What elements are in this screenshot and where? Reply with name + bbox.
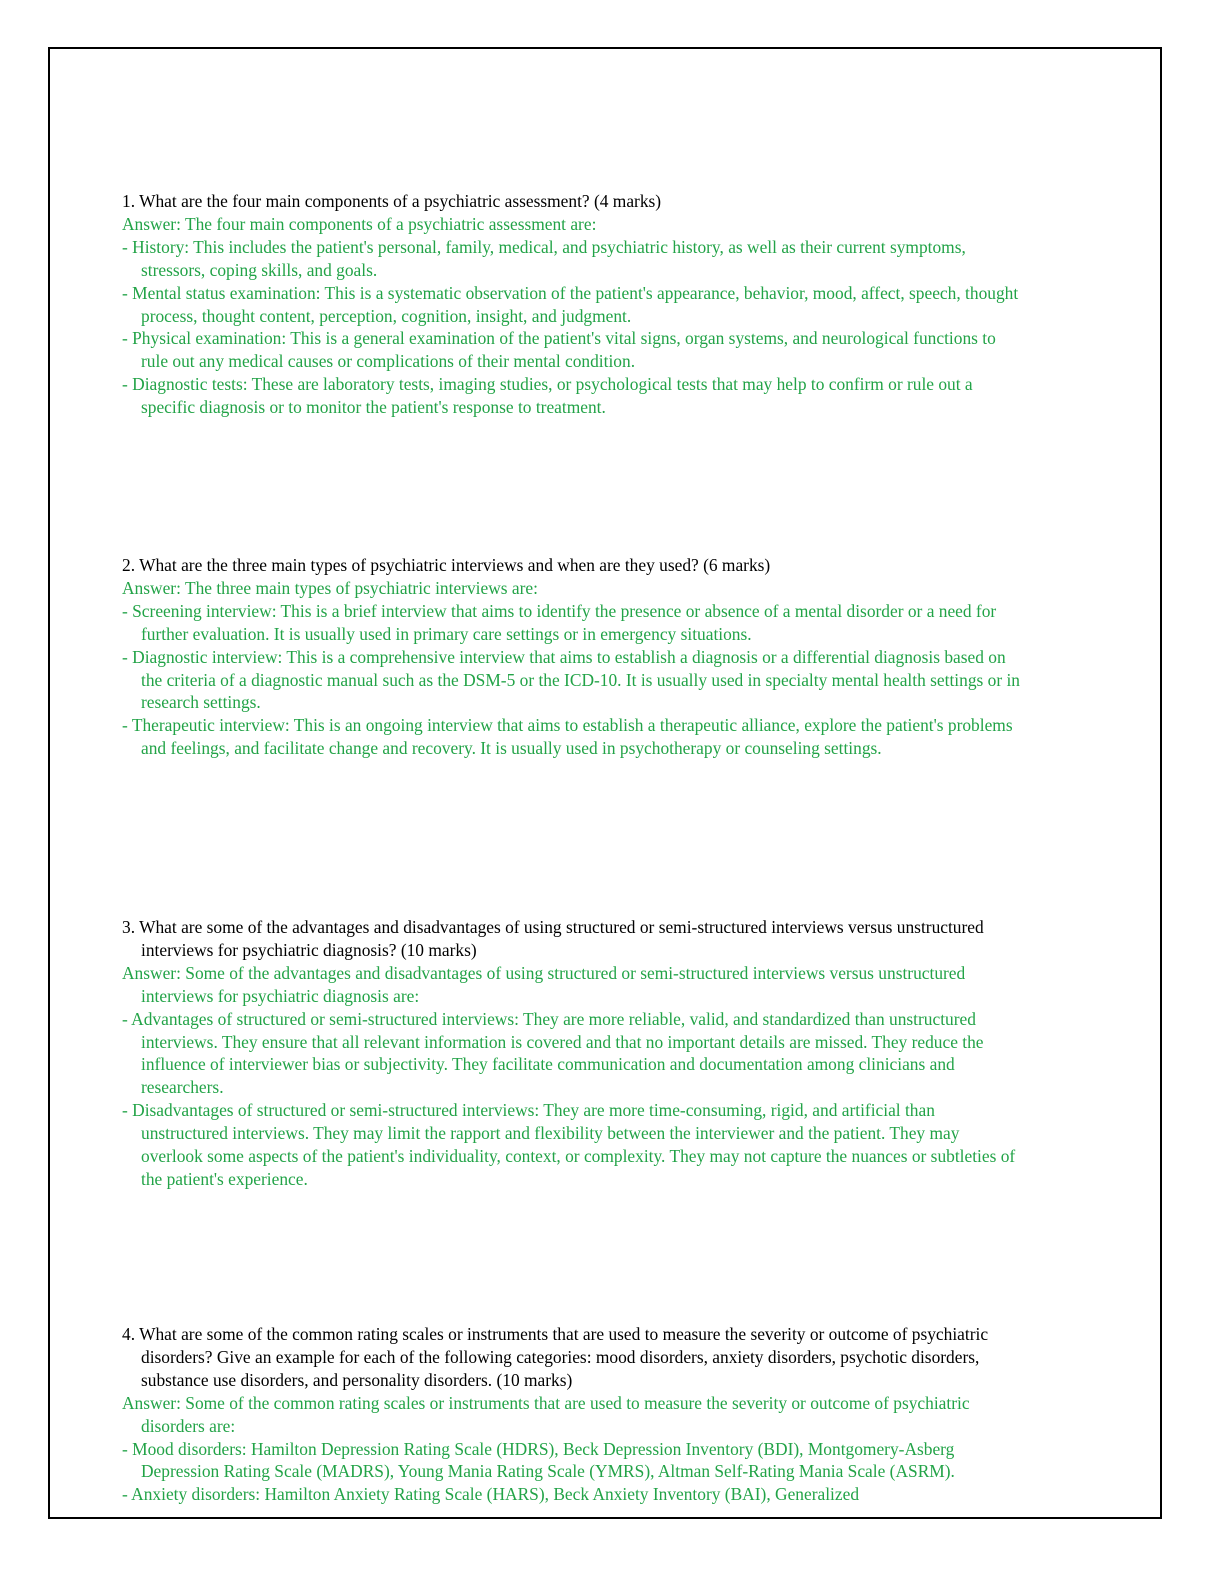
question-1: 1. What are the four main components of a psychiatric assessment? (4 marks) [122, 191, 662, 211]
question-4: 4. What are some of the common rating scales or instruments that are used to measure the severity or outcome of psychiatric disorders? Give an example for each of the following categories: mood disorders, anxiety disorders, psychotic disorders, substance use disorders, and personality disorders. (10 marks) [122, 1324, 989, 1390]
answer-2-bullet-therapeutic: - Therapeutic interview: This is an ongoing interview that aims to establish a therapeutic alliance, explore the patient's problems and feelings, and facilitate change and recovery. It is usually used in psychotherapy or counseling settings. [122, 715, 1013, 759]
question-block-4 [122, 1323, 1022, 1506]
answer-2-intro: Answer: The three main types of psychiatric interviews are: [122, 577, 538, 598]
answer-4-bullet-anxiety: - Anxiety disorders: Hamilton Anxiety Rating Scale (HARS), Beck Anxiety Inventory (BAI), Generalized [122, 1484, 860, 1505]
question-3: 3. What are some of the advantages and disadvantages of using structured or semi-structured interviews versus unstructured interviews for psychiatric diagnosis? (10 marks) [122, 917, 984, 960]
answer-1-intro: Answer: The four main components of a psychiatric assessment are: [122, 213, 597, 234]
answer-2-bullet-screening: - Screening interview: This is a brief interview that aims to identify the presence or absence of a mental disorder or a need for further evaluation. It is usually used in primary care settings or in emergency situations. [122, 600, 997, 644]
answer-1-bullet-physical-exam: - Physical examination: This is a general examination of the patient's vital signs, organ systems, and neurological functions to rule out any medical causes or complications of their mental condition. [122, 328, 996, 372]
answer-1-bullet-history: - History: This includes the patient's personal, family, medical, and psychiatric history, as well as their current symptoms, stressors, coping skills, and goals. [122, 236, 966, 280]
answer-1-bullet-diagnostic-tests: - Diagnostic tests: These are laboratory tests, imaging studies, or psychological tests that may help to confirm or rule out a specific diagnosis or to monitor the patient's response to treatment. [122, 374, 973, 418]
answer-3-bullet-advantages: - Advantages of structured or semi-structured interviews: They are more reliable, valid, and standardized than unstructured interviews. They ensure that all relevant information is covered and that no important details are missed. They reduce the influence of interviewer bias or subjectivity. They facilitate communication and documentation among clinicians and researchers. [122, 1008, 984, 1098]
answer-1-bullet-mental-status: - Mental status examination: This is a systematic observation of the patient's appearance, behavior, mood, affect, speech, thought process, thought content, perception, cognition, insight, and judgment. [122, 282, 1019, 326]
answer-2-bullet-diagnostic: - Diagnostic interview: This is a comprehensive interview that aims to establish a diagnosis or a differential diagnosis based on the criteria of a diagnostic manual such as the DSM-5 or the ICD-10. It is usually used in specialty mental health settings or in research settings. [122, 646, 1020, 713]
answer-3-bullet-disadvantages: - Disadvantages of structured or semi-structured interviews: They are more time-consuming, rigid, and artificial than unstructured interviews. They may limit the rapport and flexibility between the interviewer and the patient. They may overlook some aspects of the patient's individuality, context, or complexity. They may not capture the nuances or subtleties of the patient's experience. [122, 1100, 1016, 1189]
answer-4-bullet-mood: - Mood disorders: Hamilton Depression Rating Scale (HDRS), Beck Depression Inventory (BDI), Montgomery-Asberg Depression Rating Scale (MADRS), Young Mania Rating Scale (YMRS), Altman Self-Rating Mania Scale (ASRM). [122, 1438, 955, 1482]
question-2: 2. What are the three main types of psychiatric interviews and when are they used? (6 marks) [122, 555, 771, 575]
answer-4-intro: Answer: Some of the common rating scales or instruments that are used to measure the severity or outcome of psychiatric disorders are: [122, 1392, 970, 1436]
answer-3-intro: Answer: Some of the advantages and disadvantages of using structured or semi-structured interviews versus unstructured interviews for psychiatric diagnosis are: [122, 962, 966, 1006]
